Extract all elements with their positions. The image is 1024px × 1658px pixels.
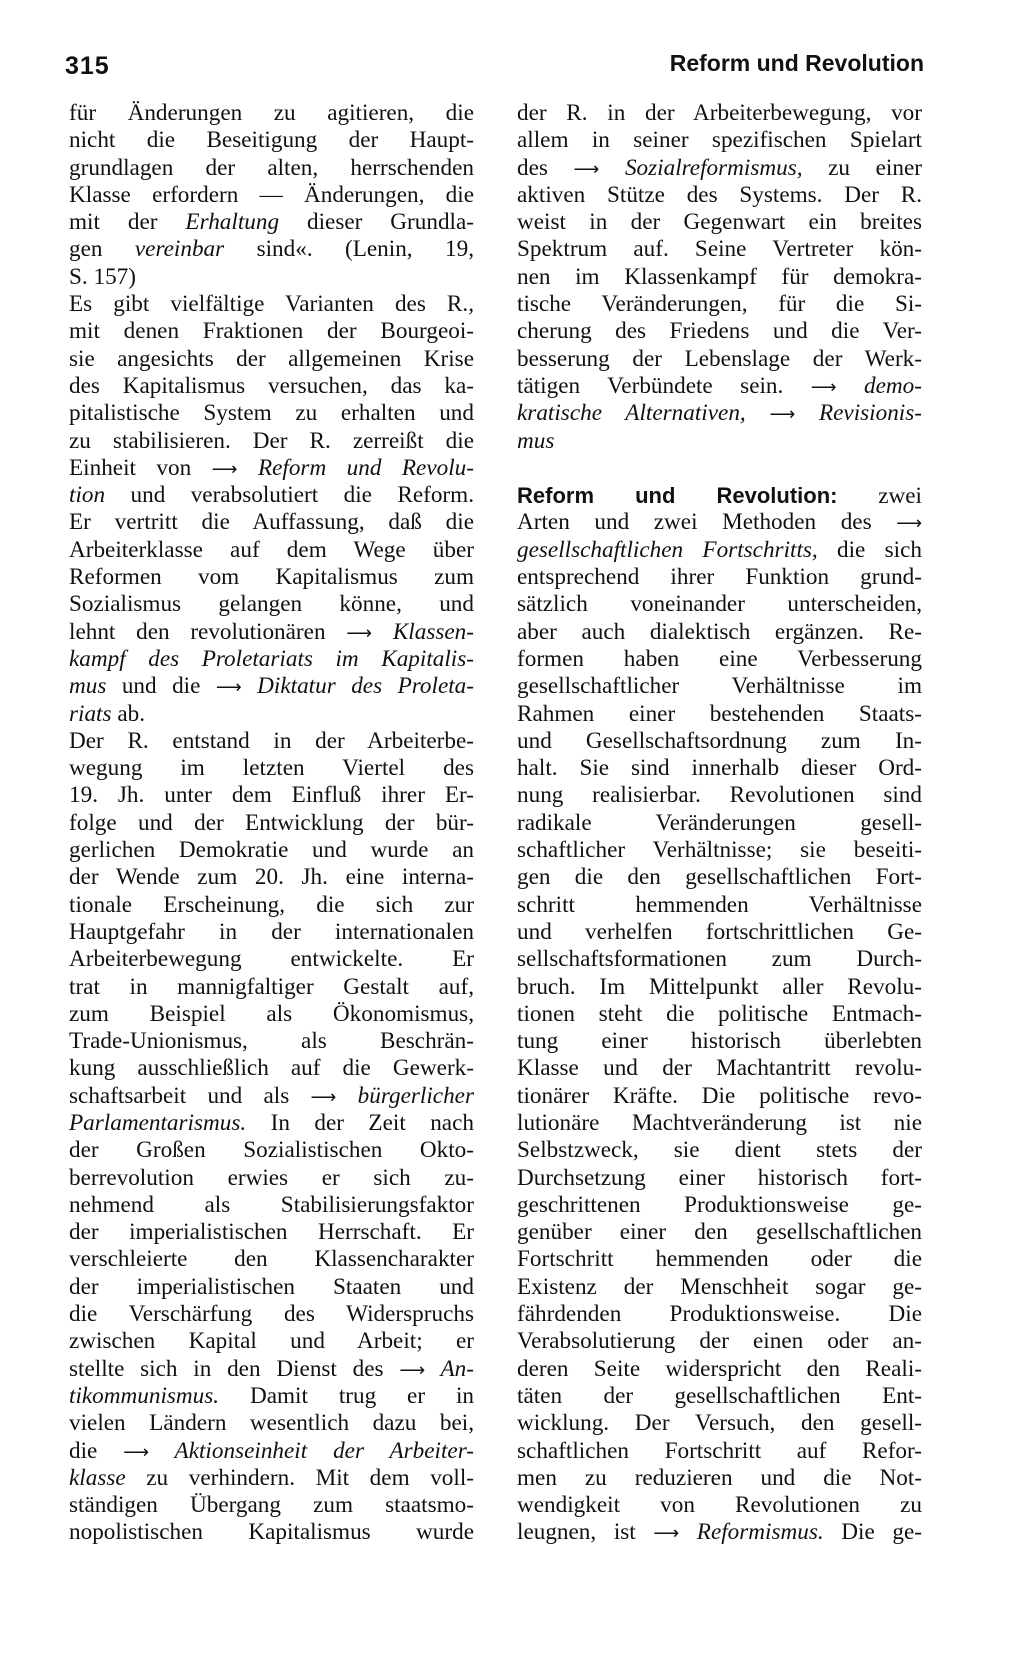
text-segment: Rahmen einer bestehenden Staats-	[517, 700, 922, 727]
italic-segment: Reformismus.	[679, 1519, 824, 1546]
text-segment: Sozialismus gelangen könne, und	[69, 591, 474, 618]
text-line	[517, 864, 922, 891]
text-line	[69, 127, 474, 154]
italic-segment: Diktatur des Proleta-	[241, 673, 474, 700]
text-segment: des	[517, 154, 574, 181]
text-segment: Arten und zwei Methoden des	[517, 509, 897, 536]
text-segment: nehmend als Stabilisierungsfaktor	[69, 1191, 474, 1218]
text-segment: mit der	[69, 209, 186, 236]
text-line	[69, 1137, 474, 1164]
text-line	[69, 646, 474, 673]
text-line	[517, 810, 922, 837]
text-segment: berrevolution erwies er sich zu-	[69, 1164, 474, 1191]
text-segment: gerlichen Demokratie und wurde an	[69, 837, 474, 864]
text-line	[69, 428, 474, 455]
italic-segment: mus	[517, 427, 555, 454]
text-segment: der Großen Sozialistischen Okto-	[69, 1137, 474, 1164]
text-segment: Fortschritt hemmenden oder die	[517, 1246, 922, 1273]
text-line	[69, 209, 474, 236]
text-segment: schaftsarbeit und als	[69, 1082, 311, 1109]
text-segment: des Kapitalismus versuchen, das ka-	[69, 372, 474, 399]
text-segment: geschrittenen Produktionsweise ge-	[517, 1191, 922, 1218]
text-segment: wicklung. Der Versuch, den gesell-	[517, 1410, 922, 1437]
text-line	[517, 1165, 922, 1192]
text-segment: In der Zeit nach	[246, 1109, 474, 1136]
text-segment: für Änderungen zu agitieren, die	[69, 100, 474, 126]
text-line	[517, 564, 922, 591]
text-segment: aber auch dialektisch ergänzen. Re-	[517, 618, 922, 645]
text-line	[517, 346, 922, 373]
text-line	[517, 155, 922, 182]
bold-heading-segment: Reform und Revolution:	[517, 483, 838, 509]
text-segment: Spektrum auf. Seine Vertreter kön-	[517, 236, 922, 263]
text-segment: Hauptgefahr in der internationalen	[69, 918, 474, 945]
text-line	[517, 591, 922, 618]
text-line	[69, 455, 474, 482]
arrow-icon: ⟶	[896, 513, 922, 535]
text-segment: zwischen Kapital und Arbeit; er	[69, 1328, 474, 1355]
text-segment: bruch. Im Mittelpunkt aller Revolu-	[517, 973, 922, 1000]
text-segment: und Gesellschaftsordnung zum In-	[517, 727, 922, 754]
text-line	[517, 236, 922, 263]
arrow-icon: ⟶	[346, 622, 373, 644]
text-segment: gen die den gesellschaftlichen Fort-	[517, 864, 922, 891]
text-segment: entsprechend ihrer Funktion grund-	[517, 564, 922, 591]
text-segment: Arbeiterbewegung entwickelte. Er	[69, 946, 474, 973]
text-line	[517, 1274, 922, 1301]
text-segment: zu einer	[802, 154, 922, 181]
text-segment: Es gibt vielfältige Varianten des R.,	[69, 291, 474, 318]
text-segment: fährdenden Produktionsweise. Die	[517, 1301, 922, 1328]
italic-segment: Aktionseinheit der Arbeiter-	[149, 1437, 474, 1464]
text-line	[69, 182, 474, 209]
running-head: Reform und Revolution	[669, 50, 924, 76]
text-segment: der Wende zum 20. Jh. eine interna-	[69, 864, 474, 891]
text-line	[69, 100, 474, 127]
text-line	[69, 728, 474, 755]
text-line	[517, 1192, 922, 1219]
italic-segment: Revisionis-	[795, 400, 922, 427]
italic-segment: Erhaltung	[185, 209, 280, 236]
text-line	[69, 1083, 474, 1110]
italic-segment: Klassen-	[372, 618, 474, 645]
text-segment: ständigen Übergang zum staatsmo-	[69, 1492, 474, 1519]
text-line	[517, 482, 922, 509]
text-line	[517, 455, 922, 482]
text-segment: sätzlich voneinander unterscheiden,	[517, 591, 922, 618]
text-segment: Der R. entstand in der Arbeiterbe-	[69, 727, 474, 754]
text-line	[517, 1001, 922, 1028]
text-segment: der imperialistischen Staaten und	[69, 1273, 474, 1300]
text-line	[69, 755, 474, 782]
text-line	[69, 509, 474, 536]
text-line	[517, 1137, 922, 1164]
text-line	[69, 291, 474, 318]
text-line	[69, 864, 474, 891]
text-line	[517, 728, 922, 755]
text-segment: wegung im letzten Viertel des	[69, 755, 474, 782]
text-segment: zwei	[837, 483, 922, 510]
text-segment: besserung der Lebenslage der Werk-	[517, 345, 922, 372]
text-segment: Die ge-	[823, 1519, 922, 1546]
page-number: 315	[65, 52, 110, 80]
text-line	[517, 946, 922, 973]
text-line	[69, 373, 474, 400]
text-segment: 19. Jh. unter dem Einfluß ihrer Er-	[69, 782, 474, 809]
text-line	[69, 1192, 474, 1219]
text-segment: die	[69, 1437, 124, 1464]
text-line	[517, 1328, 922, 1355]
arrow-icon: ⟶	[211, 458, 238, 480]
text-segment: trat in mannigfaltiger Gestalt auf,	[69, 973, 474, 1000]
text-line	[517, 755, 922, 782]
text-segment: und die	[106, 673, 216, 700]
text-line	[69, 1110, 474, 1137]
text-segment: sie angesichts der allgemeinen Krise	[69, 345, 474, 372]
text-line	[517, 701, 922, 728]
text-segment: allem in seiner spezifischen Spielart	[517, 127, 922, 154]
text-segment: nen im Klassenkampf für demokra-	[517, 263, 922, 290]
text-line	[69, 1001, 474, 1028]
arrow-icon: ⟶	[769, 404, 796, 426]
text-segment: men zu reduzieren und die Not-	[517, 1464, 922, 1491]
text-segment: leugnen, ist	[517, 1519, 654, 1546]
italic-segment: riats	[69, 700, 112, 727]
text-segment: der imperialistischen Herrschaft. Er	[69, 1219, 474, 1246]
text-line	[69, 155, 474, 182]
text-segment: tionärer Kräfte. Die politische revo-	[517, 1082, 922, 1109]
text-line	[517, 673, 922, 700]
text-segment: cherung des Friedens und die Ver-	[517, 318, 922, 345]
text-segment: tionen steht die politische Entmach-	[517, 1000, 922, 1027]
text-segment: verschleierte den Klassencharakter	[69, 1246, 474, 1273]
text-segment: die Verschärfung des Widerspruchs	[69, 1301, 474, 1328]
text-segment: Durchsetzung einer historisch fort-	[517, 1164, 922, 1191]
text-line	[517, 919, 922, 946]
text-line	[69, 673, 474, 700]
arrow-icon: ⟶	[653, 1523, 680, 1545]
text-segment: tung einer historisch überlebten	[517, 1028, 922, 1055]
text-segment: tische Veränderungen, für die Si-	[517, 291, 922, 318]
text-segment: Damit trug er in	[219, 1382, 474, 1409]
text-line	[517, 782, 922, 809]
text-segment: dieser Grundla-	[279, 209, 474, 236]
text-line	[517, 291, 922, 318]
text-segment: Reformen vom Kapitalismus zum	[69, 564, 474, 591]
text-segment: formen haben eine Verbesserung	[517, 645, 922, 672]
text-segment: tätigen Verbündete sein.	[517, 372, 811, 399]
text-segment: Arbeiterklasse auf dem Wege über	[69, 536, 474, 563]
text-segment: die sich	[817, 536, 922, 563]
arrow-icon: ⟶	[215, 677, 242, 699]
italic-segment: Sozialreformismus,	[599, 154, 803, 181]
text-line	[69, 701, 474, 728]
text-segment: genüber einer den gesellschaftlichen	[517, 1219, 922, 1246]
text-line	[69, 1055, 474, 1082]
text-segment: ab.	[111, 700, 146, 727]
text-line	[69, 619, 474, 646]
text-segment: deren Seite widerspricht den Reali-	[517, 1355, 922, 1382]
italic-segment: tikommunismus.	[69, 1382, 220, 1409]
arrow-icon: ⟶	[310, 1086, 337, 1108]
arrow-icon: ⟶	[399, 1359, 426, 1381]
text-segment: zu stabilisieren. Der R. zerreißt die	[69, 427, 474, 454]
text-line	[517, 892, 922, 919]
arrow-icon: ⟶	[573, 158, 600, 180]
text-line	[69, 919, 474, 946]
right-column	[517, 100, 922, 1547]
text-line	[517, 373, 922, 400]
text-line	[517, 537, 922, 564]
text-line	[517, 1055, 922, 1082]
text-line	[517, 1083, 922, 1110]
italic-segment: mus	[69, 673, 107, 700]
text-line	[517, 1028, 922, 1055]
text-segment: aktiven Stütze des Systems. Der R.	[517, 181, 922, 208]
text-line	[517, 1246, 922, 1273]
text-segment: pitalistische System zu erhalten und	[69, 400, 474, 427]
text-segment: sind«. (Lenin, 19,	[224, 236, 474, 263]
text-line	[69, 1438, 474, 1465]
text-line	[517, 1383, 922, 1410]
text-segment: halt. Sie sind innerhalb dieser Ord-	[517, 755, 922, 782]
arrow-icon: ⟶	[123, 1441, 150, 1463]
text-line	[517, 209, 922, 236]
text-line	[517, 182, 922, 209]
text-segment: tionale Erscheinung, die sich zur	[69, 891, 474, 918]
text-segment: lehnt den revolutionären	[69, 618, 347, 645]
text-segment: zum Beispiel als Ökonomismus,	[69, 1000, 474, 1027]
text-line	[517, 509, 922, 536]
text-segment: gen	[69, 236, 135, 263]
text-line	[69, 1410, 474, 1437]
text-line	[517, 837, 922, 864]
text-segment: sellschaftsformationen zum Durch-	[517, 946, 922, 973]
text-segment: Einheit von	[69, 454, 212, 481]
text-segment: Selbstzweck, sie dient stets der	[517, 1137, 922, 1164]
text-line	[69, 1274, 474, 1301]
text-line	[69, 400, 474, 427]
text-line	[69, 318, 474, 345]
text-segment: zu verhindern. Mit dem voll-	[125, 1464, 474, 1491]
text-line	[517, 318, 922, 345]
text-segment: radikale Veränderungen gesell-	[517, 809, 922, 836]
text-line	[69, 782, 474, 809]
text-line	[517, 1110, 922, 1137]
text-line	[517, 619, 922, 646]
text-line	[69, 837, 474, 864]
italic-segment: kratische Alternativen,	[517, 400, 746, 427]
text-line	[517, 1410, 922, 1437]
text-line	[517, 1465, 922, 1492]
text-segment: nicht die Beseitigung der Haupt-	[69, 127, 474, 154]
text-line	[69, 1465, 474, 1492]
text-segment: Verabsolutierung der einen oder an-	[517, 1328, 922, 1355]
text-line	[517, 646, 922, 673]
text-line	[69, 482, 474, 509]
text-line	[69, 564, 474, 591]
text-segment: vielen Ländern wesentlich dazu bei,	[69, 1410, 474, 1437]
text-segment: Klasse und der Machtantritt revolu-	[517, 1055, 922, 1082]
text-line	[69, 537, 474, 564]
text-segment: der R. in der Arbeiterbewegung, vor	[517, 100, 922, 126]
text-line	[69, 346, 474, 373]
text-segment: weist in der Gegenwart ein breites	[517, 209, 922, 236]
text-segment: S. 157)	[69, 263, 136, 290]
text-segment: Er vertritt die Auffassung, daß die	[69, 509, 474, 536]
italic-segment: gesellschaftlichen Fortschritts,	[517, 536, 818, 563]
text-line	[69, 236, 474, 263]
text-line	[69, 1165, 474, 1192]
text-segment: Existenz der Menschheit sogar ge-	[517, 1273, 922, 1300]
text-line	[517, 1219, 922, 1246]
left-column	[69, 100, 474, 1547]
text-line	[517, 428, 922, 455]
text-line	[517, 264, 922, 291]
text-segment: wendigkeit von Revolutionen zu	[517, 1492, 922, 1519]
text-segment: nopolistischen Kapitalismus wurde	[69, 1519, 474, 1546]
text-line	[517, 1356, 922, 1383]
text-segment: stellte sich in den Dienst des	[69, 1355, 400, 1382]
text-line	[69, 974, 474, 1001]
text-line	[69, 1383, 474, 1410]
italic-segment: Parlamentarismus.	[69, 1109, 247, 1136]
text-line	[517, 1519, 922, 1546]
text-line	[69, 1492, 474, 1519]
text-line	[517, 1492, 922, 1519]
italic-segment: klasse	[69, 1464, 126, 1491]
text-segment: lutionäre Machtveränderung ist nie	[517, 1109, 922, 1136]
text-segment: kung ausschließlich auf die Gewerk-	[69, 1055, 474, 1082]
text-line	[517, 100, 922, 127]
italic-segment: demo-	[836, 372, 922, 399]
italic-segment: Reform und Revolu-	[237, 454, 474, 481]
italic-segment: tion	[69, 482, 106, 509]
text-line	[517, 127, 922, 154]
text-line	[69, 946, 474, 973]
italic-segment: vereinbar	[134, 236, 225, 263]
arrow-icon: ⟶	[810, 376, 837, 398]
text-line	[517, 974, 922, 1001]
text-line	[69, 1301, 474, 1328]
text-line	[517, 1438, 922, 1465]
text-segment: und verabsolutiert die Reform.	[105, 482, 474, 509]
text-segment	[746, 400, 770, 426]
italic-segment: An-	[425, 1355, 474, 1382]
text-line	[69, 810, 474, 837]
italic-segment: kampf des Proletariats im Kapitalis-	[69, 645, 474, 672]
text-segment: grundlagen der alten, herrschenden	[69, 154, 474, 181]
text-line	[69, 1519, 474, 1546]
text-line	[69, 264, 474, 291]
text-line	[69, 1328, 474, 1355]
text-segment: Klasse erfordern — Änderungen, die	[69, 181, 474, 208]
text-segment: mit denen Fraktionen der Bourgeoi-	[69, 318, 474, 345]
text-segment: schaftlicher Verhältnisse; sie beseiti-	[517, 837, 922, 864]
text-line	[69, 1028, 474, 1055]
text-segment: nung realisierbar. Revolutionen sind	[517, 782, 922, 809]
text-line	[69, 1219, 474, 1246]
italic-segment: bürgerlicher	[336, 1082, 474, 1109]
text-segment: Trade-Unionismus, als Beschrän-	[69, 1028, 474, 1055]
text-line	[517, 400, 922, 427]
text-line	[69, 892, 474, 919]
text-segment: gesellschaftlicher Verhältnisse im	[517, 673, 922, 700]
text-segment: täten der gesellschaftlichen Ent-	[517, 1382, 922, 1409]
text-segment: folge und der Entwicklung der bür-	[69, 809, 474, 836]
text-segment: schaftlichen Fortschritt auf Refor-	[517, 1437, 922, 1464]
text-segment: schritt hemmenden Verhältnisse	[517, 891, 922, 918]
text-line	[69, 1246, 474, 1273]
text-segment: und verhelfen fortschrittlichen Ge-	[517, 918, 922, 945]
text-line	[69, 1356, 474, 1383]
text-line	[517, 1301, 922, 1328]
text-line	[69, 591, 474, 618]
